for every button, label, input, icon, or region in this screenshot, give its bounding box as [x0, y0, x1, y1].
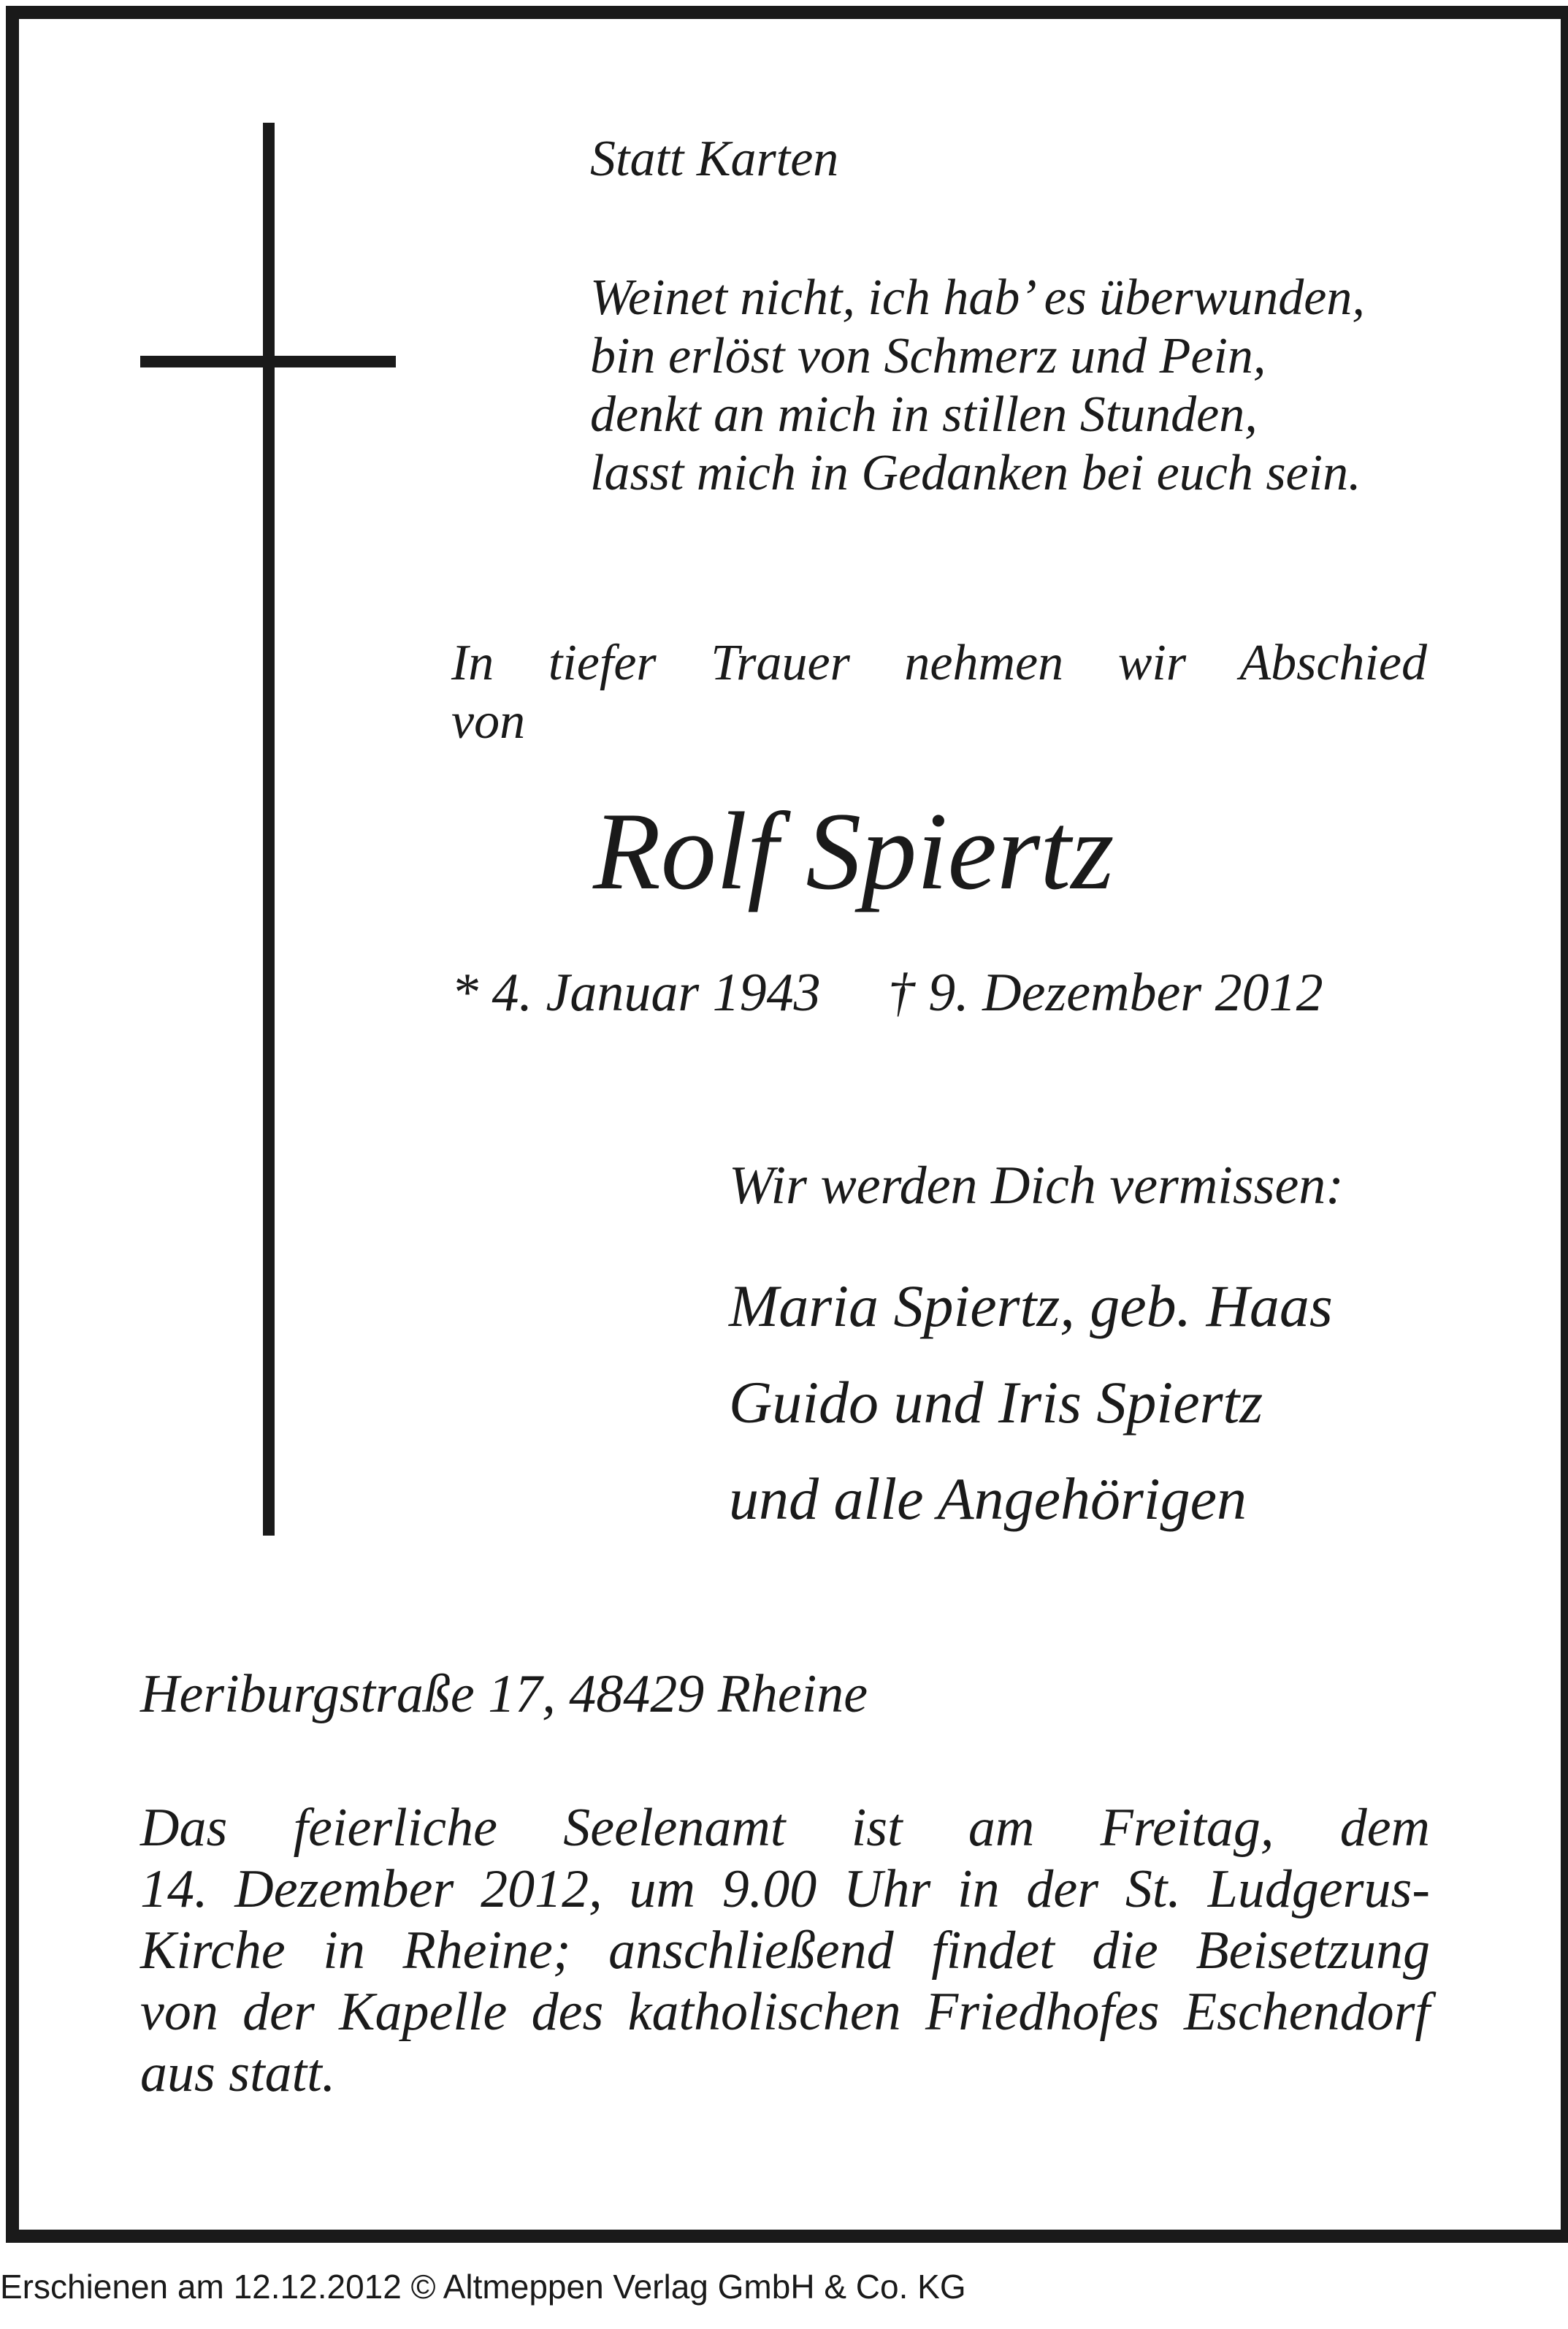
miss-line: Wir werden Dich vermissen: — [729, 1156, 1344, 1216]
life-dates — [451, 960, 1323, 1026]
family-list — [729, 1258, 1333, 1547]
service-info — [140, 1797, 1430, 2104]
address: Heriburgstraße 17, 48429 Rheine — [140, 1664, 868, 1724]
cross-icon-vertical — [263, 123, 275, 1536]
service-line: Kirche in Rheine; anschließend findet die Beisetzung — [140, 1921, 1430, 1981]
farewell-text — [451, 634, 1427, 751]
death-date: † 9. Dezember 2012 — [887, 963, 1323, 1023]
service-line: aus statt. — [140, 2043, 336, 2103]
service-line: Das feierliche Seelenamt ist am Freitag, dem — [140, 1798, 1430, 1858]
poem-line: Weinet nicht, ich hab’ es überwunden, — [590, 270, 1365, 326]
publication-footer: Erschienen am 12.12.2012 © Altmeppen Verlag GmbH & Co. KG — [0, 2268, 966, 2306]
family-member: Guido und Iris Spiertz — [729, 1369, 1263, 1436]
cross-icon-horizontal — [140, 356, 396, 367]
poem-line: lasst mich in Gedanken bei euch sein. — [590, 445, 1361, 501]
heading-statt-karten: Statt Karten — [590, 131, 839, 187]
farewell-line: In tiefer Trauer nehmen wir Abschied — [451, 635, 1427, 691]
birth-date: * 4. Januar 1943 — [451, 963, 821, 1023]
poem — [590, 269, 1365, 503]
farewell-line: von — [451, 693, 526, 750]
service-line: 14. Dezember 2012, um 9.00 Uhr in der St. Ludgerus- — [140, 1859, 1430, 1919]
family-member: Maria Spiertz, geb. Haas — [729, 1273, 1333, 1339]
poem-line: bin erlöst von Schmerz und Pein, — [590, 328, 1266, 384]
deceased-name: Rolf Spiertz — [593, 790, 1114, 912]
poem-line: denkt an mich in stillen Stunden, — [590, 386, 1258, 443]
family-member: und alle Angehörigen — [729, 1465, 1247, 1532]
service-line: von der Kapelle des katholischen Friedhofes Eschendorf — [140, 1982, 1430, 2042]
